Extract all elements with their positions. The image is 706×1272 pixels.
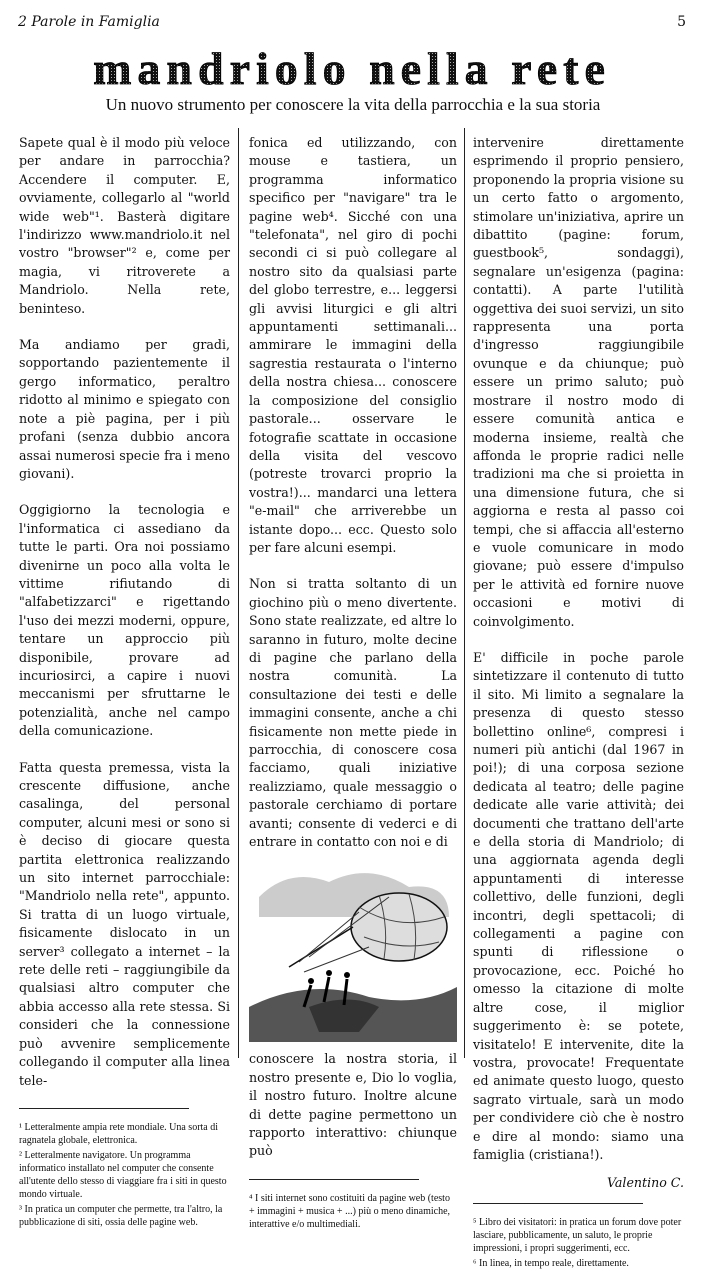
paragraph: conoscere la nostra storia, il nostro presente e, Dio lo voglia, il nostro futuro. Inoltre alcune di dette pagine permettono un rapporto interattivo: chiunque può [249, 1051, 457, 1159]
column-3 [473, 134, 684, 1272]
subtitle: Un nuovo strumento per conoscere la vita della parrocchia e la sua storia [105, 95, 601, 114]
footnote: ³ In pratica un computer che permette, tra l'altro, la pubblicazione di siti, ossia delle pagine web. [19, 1203, 223, 1228]
paragraph: Non si tratta soltanto di un giochino più o meno divertente. Sono state realizzate, ed altre lo saranno in futuro, molte decine di pagine che parlano della nostra comunità. La consultazione dei testi e delle immagini consente, anche a chi fisicamente non mette piede in parrocchia, di conoscere cosa facciamo, quali iniziative realizziamo, quale messaggio o pastorale cerchiamo di portare avanti; consente di vederci e di entrare in contatto con noi e di [249, 576, 457, 850]
footnote-rule [19, 1108, 189, 1109]
footnote: ² Letteralmente navigatore. Un programma informatico installato nel computer che consente all'utente dello stesso di viaggiare fra i siti in questo mondo virtuale. [19, 1149, 227, 1200]
column-rule [238, 128, 239, 1058]
column-rule [464, 128, 465, 1058]
footnote: ⁶ In linea, in tempo reale, direttamente. [473, 1257, 629, 1269]
footnote: ¹ Letteralmente ampia rete mondiale. Una sorta di ragnatela globale, elettronica. [19, 1121, 219, 1146]
running-title: 2 Parole in Famiglia [18, 14, 160, 30]
paragraph: Oggigiorno la tecnologia e l'informatica ci assediano da tutte le parti. Ora noi possiamo divenirne un poco alla volta le vittime rifiutando di "alfabetizzarci" e rigettando l'uso dei mezzi moderni, oppure, tentare un approccio più disponibile, provare ad incuriosirci, a capire i nuovi meccanismi per sfruttarne le potenzialità, anche nel campo della comunicazione. [19, 502, 230, 739]
paragraph: E' difficile in poche parole sintetizzare il contenuto di tutto il sito. Mi limito a segnalare la presenza di questo stesso bollettino online⁶, compresi i numeri più antichi (dal 1967 in poi!); di una corposa sezione dedicata al teatro; delle pagine dedicate alle varie attività; dei documenti che trattano dell'arte e della storia di Mandriolo; di una aggiornata agenda degli appuntamenti di interesse collettivo, delle funzioni, degli incontri, degli spettacoli; di collegamenti a pagine con spunti di riflessione o provocazione, ecc. Poiché ho omesso la citazione di molte altre cose, il miglior suggerimento è: se potete, visitatelo! E intervenite, dite la vostra, provocate! Frequentate ed animate questo luogo, questo sagrato virtuale, sarà un modo per condividere ciò che è nostro e dire al mondo: siamo una famiglia (cristiana!). [473, 649, 684, 1162]
footnote: ⁵ Libro dei visitatori: in pratica un forum dove poter lasciare, pubblicamente, un saluto, le proprie impressioni, i propri suggerimenti, ecc. [473, 1216, 682, 1254]
footnote-rule [249, 1179, 419, 1180]
paragraph: intervenire direttamente esprimendo il proprio pensiero, proponendo la propria visione su un certo fatto o argomento, stimolare un'iniziativa, aprire un dibattito (pagine: forum, guestbook⁵, sondaggi), segnalare un'esigenza (pagina: contatti). A parte l'utilità oggettiva dei suoi servizi, un sito rappresenta una porta d'ingresso raggiungibile ovunque e da chiunque; può essere un primo saluto; può mostrare il nostro modo di essere comunità antica e moderna insieme, realtà che affonda le proprie radici nelle tradizioni ma che si proietta in una dimensione futura, che si aggiorna e resta al passo coi tempi, che si affaccia all'esterno e vuole comunicare in modo giovane; può essere d'impulso per le attività ed fornire nuove occasioni e motivi di coinvolgimento. [473, 135, 684, 629]
illustration-globe-net [249, 857, 457, 1042]
page-number: 5 [677, 14, 686, 30]
column-1 [19, 134, 230, 1231]
paragraph: Ma andiamo per gradi, sopportando pazientemente il gergo informatico, peraltro ridotto al minimo e spiegato con note a piè pagina, per i più profani (senza dubbio ancora assai numerosi specie fra i meno giovani). [19, 337, 230, 481]
paragraph: Sapete qual è il modo più veloce per andare in parrocchia? Accendere il computer. E, ovviamente, collegarlo al "world wide web"¹. Basterà digitare l'indirizzo www.mandriolo.it nel vostro "browser"² e, come per magia, vi ritroverete a Mandriolo. Nella rete, beninteso. [19, 135, 230, 316]
masthead-title [36, 50, 668, 94]
signature: Valentino C. [606, 1175, 684, 1191]
column-2 [249, 134, 457, 1233]
paragraph: fonica ed utilizzando, con mouse e tastiera, un programma informatico specifico per "navigare" tra le pagine web⁴. Sicché con una "telefonata", nel giro di pochi secondi ci si può collegare al nostro sito da qualsiasi parte del globo terrestre, e... leggersi gli avvisi liturgici e gli altri appuntamenti settimanali... ammirare le immagini della sagrestia restaurata o l'interno della nostra chiesa... conoscere la composizione del consiglio pastorale... osservare le fotografie scattate in occasione della visita del vescovo (potreste trovarci proprio la vostra!)... mandarci una lettera "e-mail" che arriverebbe un istante dopo... ecc. Questo solo per fare alcuni esempi. [249, 135, 457, 555]
masthead-text: mandriolo nella rete [93, 50, 611, 94]
paragraph: Fatta questa premessa, vista la crescente diffusione, anche casalinga, del personal computer, alcuni mesi or sono si è deciso di giocare questa partita elettronica realizzando un sito internet parrocchiale: "Mandriolo nella rete", appunto. Si tratta di un luogo virtuale, fisicamente dislocato in un server³ collegato a internet – la rete delle reti – raggiungibile da qualsiasi altro computer che abbia accesso alla rete stessa. Si consideri che la connessione può avvenire semplicemente collegando il computer alla linea tele- [19, 759, 230, 1088]
footnote-rule [473, 1203, 643, 1204]
footnote: ⁴ I siti internet sono costituiti da pagine web (testo + immagini + musica + ...) più o meno dinamiche, interattive e/o multimediali. [249, 1192, 451, 1230]
